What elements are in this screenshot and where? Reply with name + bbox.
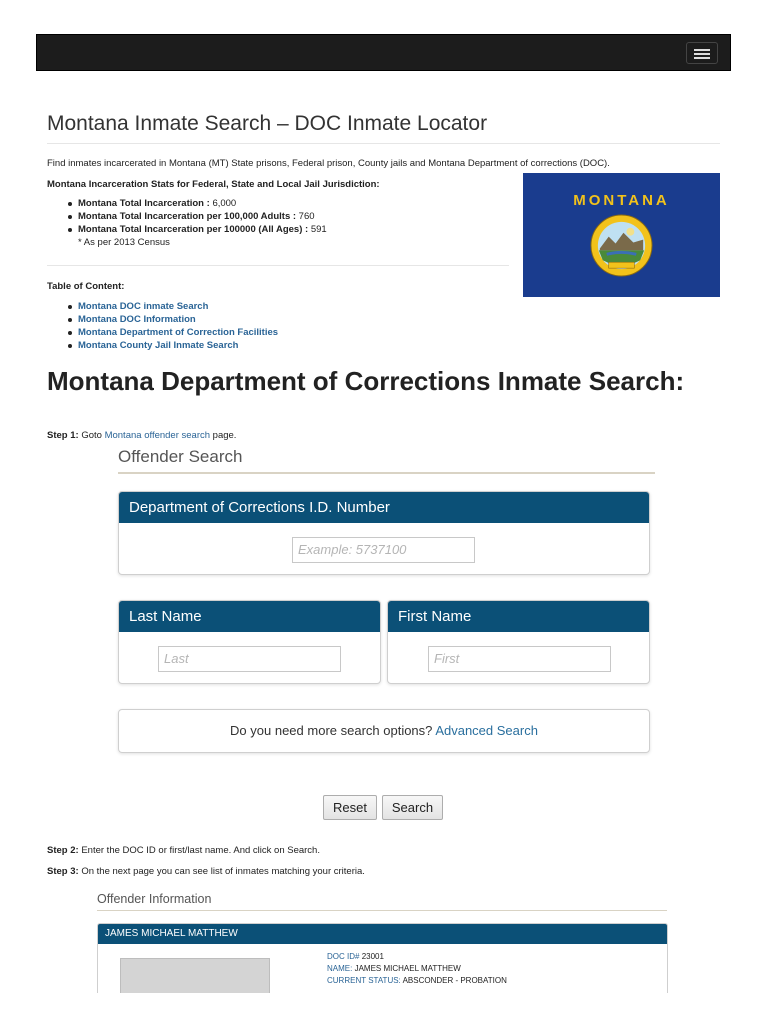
offender-search-heading: Offender Search xyxy=(118,447,243,466)
offender-info-divider xyxy=(97,910,667,911)
stats-title: Montana Incarceration Stats for Federal, State and Local Jail Jurisdiction: xyxy=(47,179,380,190)
offender-name: NAME: JAMES MICHAEL MATTHEW xyxy=(327,964,461,973)
flag-text: MONTANA xyxy=(573,192,670,209)
offender-search-divider xyxy=(118,472,655,474)
offender-info-heading: Offender Information xyxy=(97,892,212,906)
first-name-panel xyxy=(387,600,650,684)
first-name-input[interactable]: First xyxy=(428,646,611,672)
montana-seal-icon xyxy=(589,213,654,278)
reset-button[interactable]: Reset xyxy=(323,795,377,820)
toc-item xyxy=(78,300,278,313)
toc-link-doc-information[interactable]: Montana DOC Information xyxy=(78,314,196,325)
offender-status: CURRENT STATUS: ABSCONDER - PROBATION xyxy=(327,976,507,985)
section-divider xyxy=(47,265,509,266)
toc-item xyxy=(78,339,278,352)
offender-search-link[interactable]: Montana offender search xyxy=(104,430,211,441)
step-3: Step 3: On the next page you can see list of inmates matching your criteria. xyxy=(47,866,365,877)
intro-text: Find inmates incarcerated in Montana (MT) State prisons, Federal prison, County jails and Montana Department of corrections (DOC). xyxy=(47,158,610,169)
toc-link-correction-facilities[interactable]: Montana Department of Correction Facilities xyxy=(78,327,279,338)
stat-item: Montana Total Incarceration per 100,000 Adults : 760 xyxy=(78,210,327,223)
step-1: Step 1: Goto Montana offender search page. xyxy=(47,430,237,441)
more-options-box xyxy=(118,709,650,753)
step-2: Step 2: Enter the DOC ID or first/last name. And click on Search. xyxy=(47,845,320,856)
page-title: Montana Inmate Search – DOC Inmate Locator xyxy=(47,112,488,135)
offender-info-panel xyxy=(97,923,668,993)
offender-doc-id: DOC ID# 23001 xyxy=(327,952,384,961)
stat-item: Montana Total Incarceration : 6,000 xyxy=(78,197,327,210)
title-divider xyxy=(47,143,720,144)
doc-id-input[interactable]: Example: 5737100 xyxy=(292,537,475,563)
stats-list xyxy=(78,197,327,249)
advanced-search-link[interactable]: Advanced Search xyxy=(435,723,538,738)
more-options-text: Do you need more search options? xyxy=(230,723,433,738)
last-name-panel-header: Last Name xyxy=(119,601,380,632)
first-name-panel-header: First Name xyxy=(388,601,649,632)
search-button[interactable]: Search xyxy=(382,795,443,820)
offender-name-header: JAMES MICHAEL MATTHEW xyxy=(98,924,667,944)
last-name-input[interactable]: Last xyxy=(158,646,341,672)
stat-item: Montana Total Incarceration per 100000 (All Ages) : 591 xyxy=(78,224,327,235)
doc-id-panel xyxy=(118,491,650,575)
hamburger-menu-icon[interactable] xyxy=(686,42,718,64)
stats-note: * As per 2013 Census xyxy=(78,237,170,248)
top-navbar xyxy=(36,34,731,71)
section-heading: Montana Department of Corrections Inmate Search: xyxy=(47,366,685,396)
toc-link-doc-inmate-search[interactable]: Montana DOC inmate Search xyxy=(78,301,209,312)
toc-title: Table of Content: xyxy=(47,281,125,292)
toc-link-county-jail-search[interactable]: Montana County Jail Inmate Search xyxy=(78,340,239,351)
montana-flag-image xyxy=(523,173,720,297)
last-name-panel xyxy=(118,600,381,684)
toc-item xyxy=(78,313,278,326)
doc-id-panel-header: Department of Corrections I.D. Number xyxy=(119,492,649,523)
table-of-contents xyxy=(78,300,278,352)
toc-item xyxy=(78,326,278,339)
offender-photo xyxy=(120,958,270,993)
